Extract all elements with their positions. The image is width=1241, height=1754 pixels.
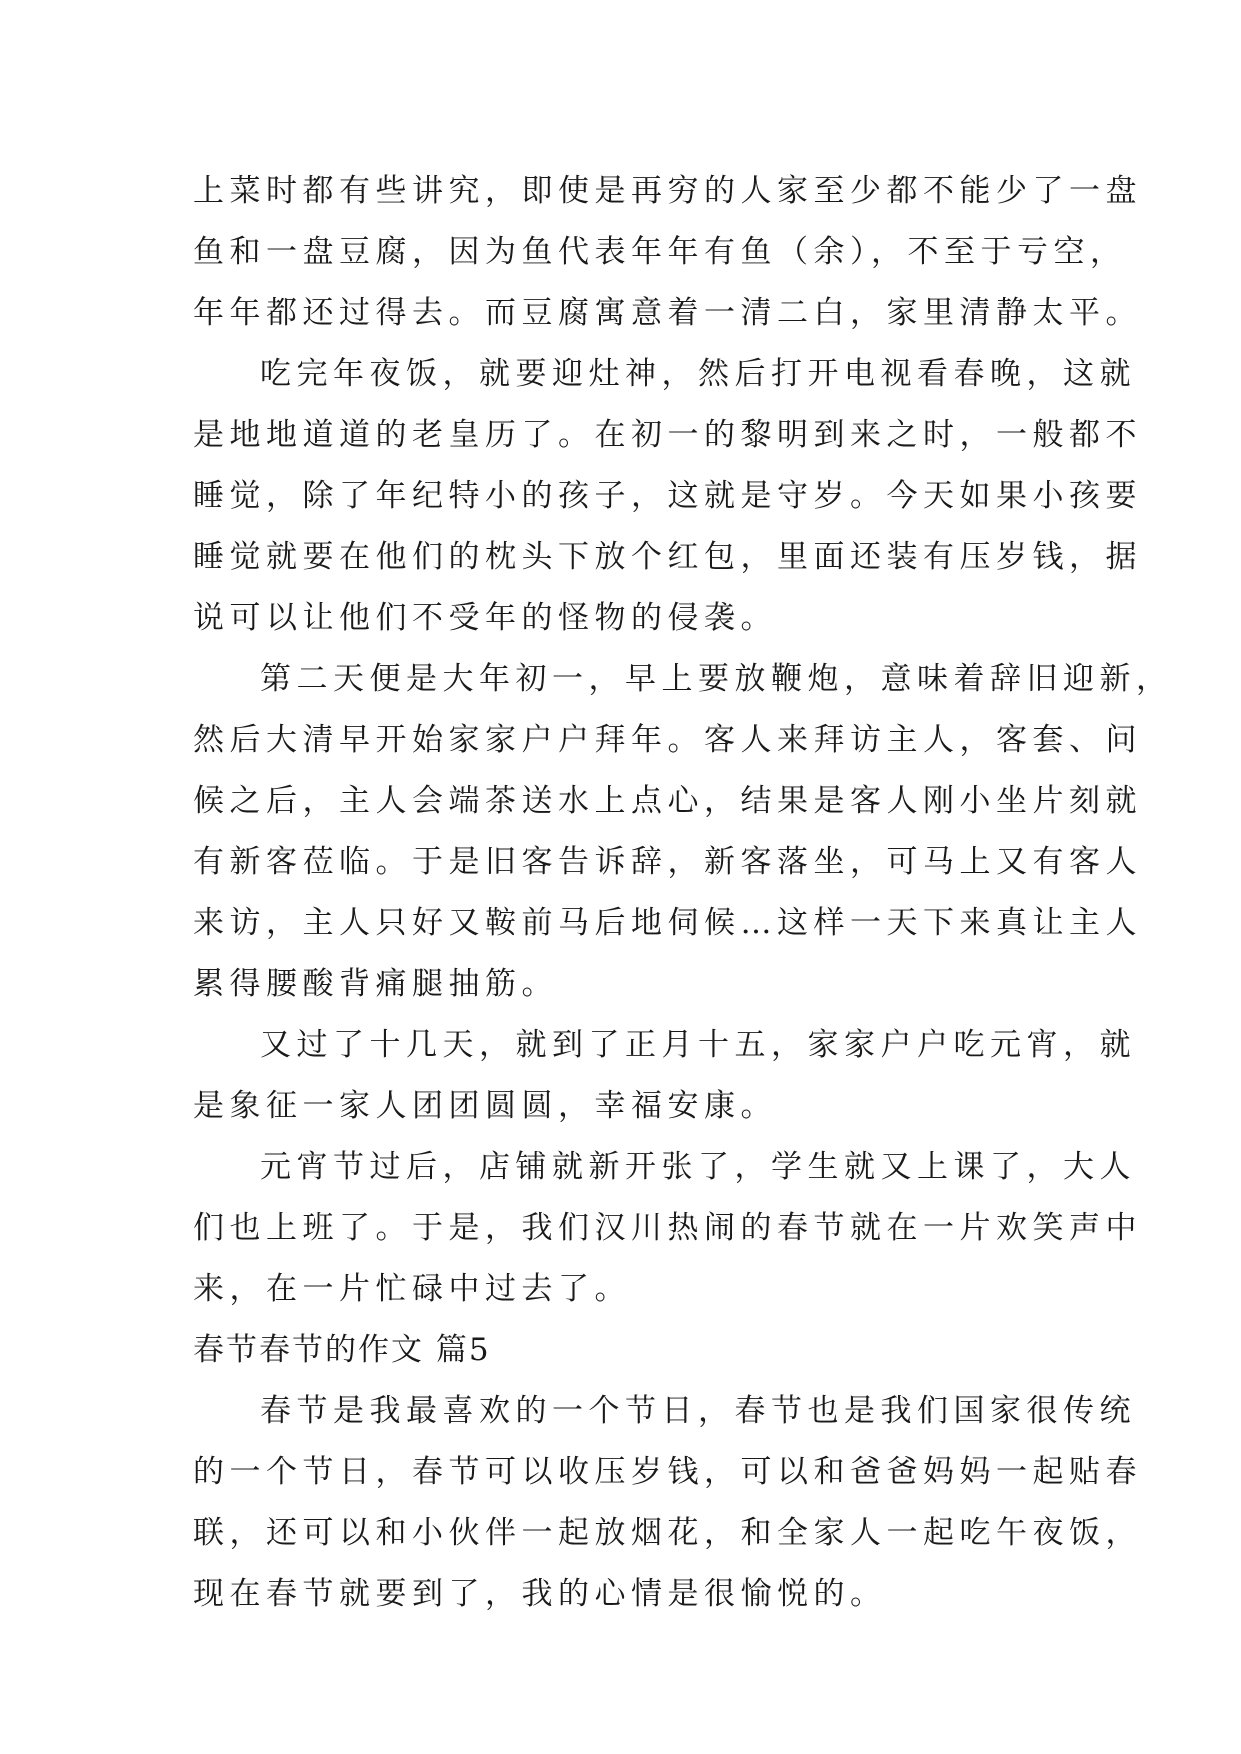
text-line: 候之后，主人会端茶送水上点心，结果是客人刚小坐片刻就	[193, 783, 1142, 819]
text-line: 联，还可以和小伙伴一起放烟花，和全家人一起吃午夜饭，	[193, 1515, 1142, 1551]
text-line: 累得腰酸背痛腿抽筋。	[193, 966, 558, 1002]
text-line: 来，在一片忙碌中过去了。	[193, 1271, 631, 1307]
text-line: 睡觉，除了年纪特小的孩子，这就是守岁。今天如果小孩要	[193, 478, 1142, 514]
text-line: 是象征一家人团团圆圆，幸福安康。	[193, 1088, 777, 1124]
text-line: 上菜时都有些讲究，即使是再穷的人家至少都不能少了一盘	[193, 173, 1142, 209]
text-line: 鱼和一盘豆腐，因为鱼代表年年有鱼（余），不至于亏空，	[193, 234, 1127, 270]
text-line: 有新客莅临。于是旧客告诉辞，新客落坐，可马上又有客人	[193, 844, 1142, 880]
paragraph-start-line: 第二天便是大年初一，早上要放鞭炮，意味着辞旧迎新，	[260, 661, 1173, 697]
text-line: 说可以让他们不受年的怪物的侵袭。	[193, 600, 777, 636]
paragraph-start-line: 吃完年夜饭，就要迎灶神，然后打开电视看春晚，这就	[260, 356, 1136, 392]
text-line: 是地地道道的老皇历了。在初一的黎明到来之时，一般都不	[193, 417, 1142, 453]
text-line: 然后大清早开始家家户户拜年。客人来拜访主人，客套、问	[193, 722, 1142, 758]
text-line: 来访，主人只好又鞍前马后地伺候…这样一天下来真让主人	[193, 905, 1142, 941]
text-line: 睡觉就要在他们的枕头下放个红包，里面还装有压岁钱，据	[193, 539, 1142, 575]
text-line: 年年都还过得去。而豆腐寓意着一清二白，家里清静太平。	[193, 295, 1142, 331]
text-line: 的一个节日，春节可以收压岁钱，可以和爸爸妈妈一起贴春	[193, 1454, 1142, 1490]
section-heading: 春节春节的作文 篇5	[193, 1332, 491, 1368]
paragraph-start-line: 元宵节过后，店铺就新开张了，学生就又上课了，大人	[260, 1149, 1136, 1185]
document-body	[193, 161, 1173, 1625]
paragraph-start-line: 又过了十几天，就到了正月十五，家家户户吃元宵，就	[260, 1027, 1136, 1063]
text-line: 们也上班了。于是，我们汉川热闹的春节就在一片欢笑声中	[193, 1210, 1142, 1246]
paragraph-start-line: 春节是我最喜欢的一个节日，春节也是我们国家很传统	[260, 1393, 1136, 1429]
text-line: 现在春节就要到了，我的心情是很愉悦的。	[193, 1576, 887, 1612]
